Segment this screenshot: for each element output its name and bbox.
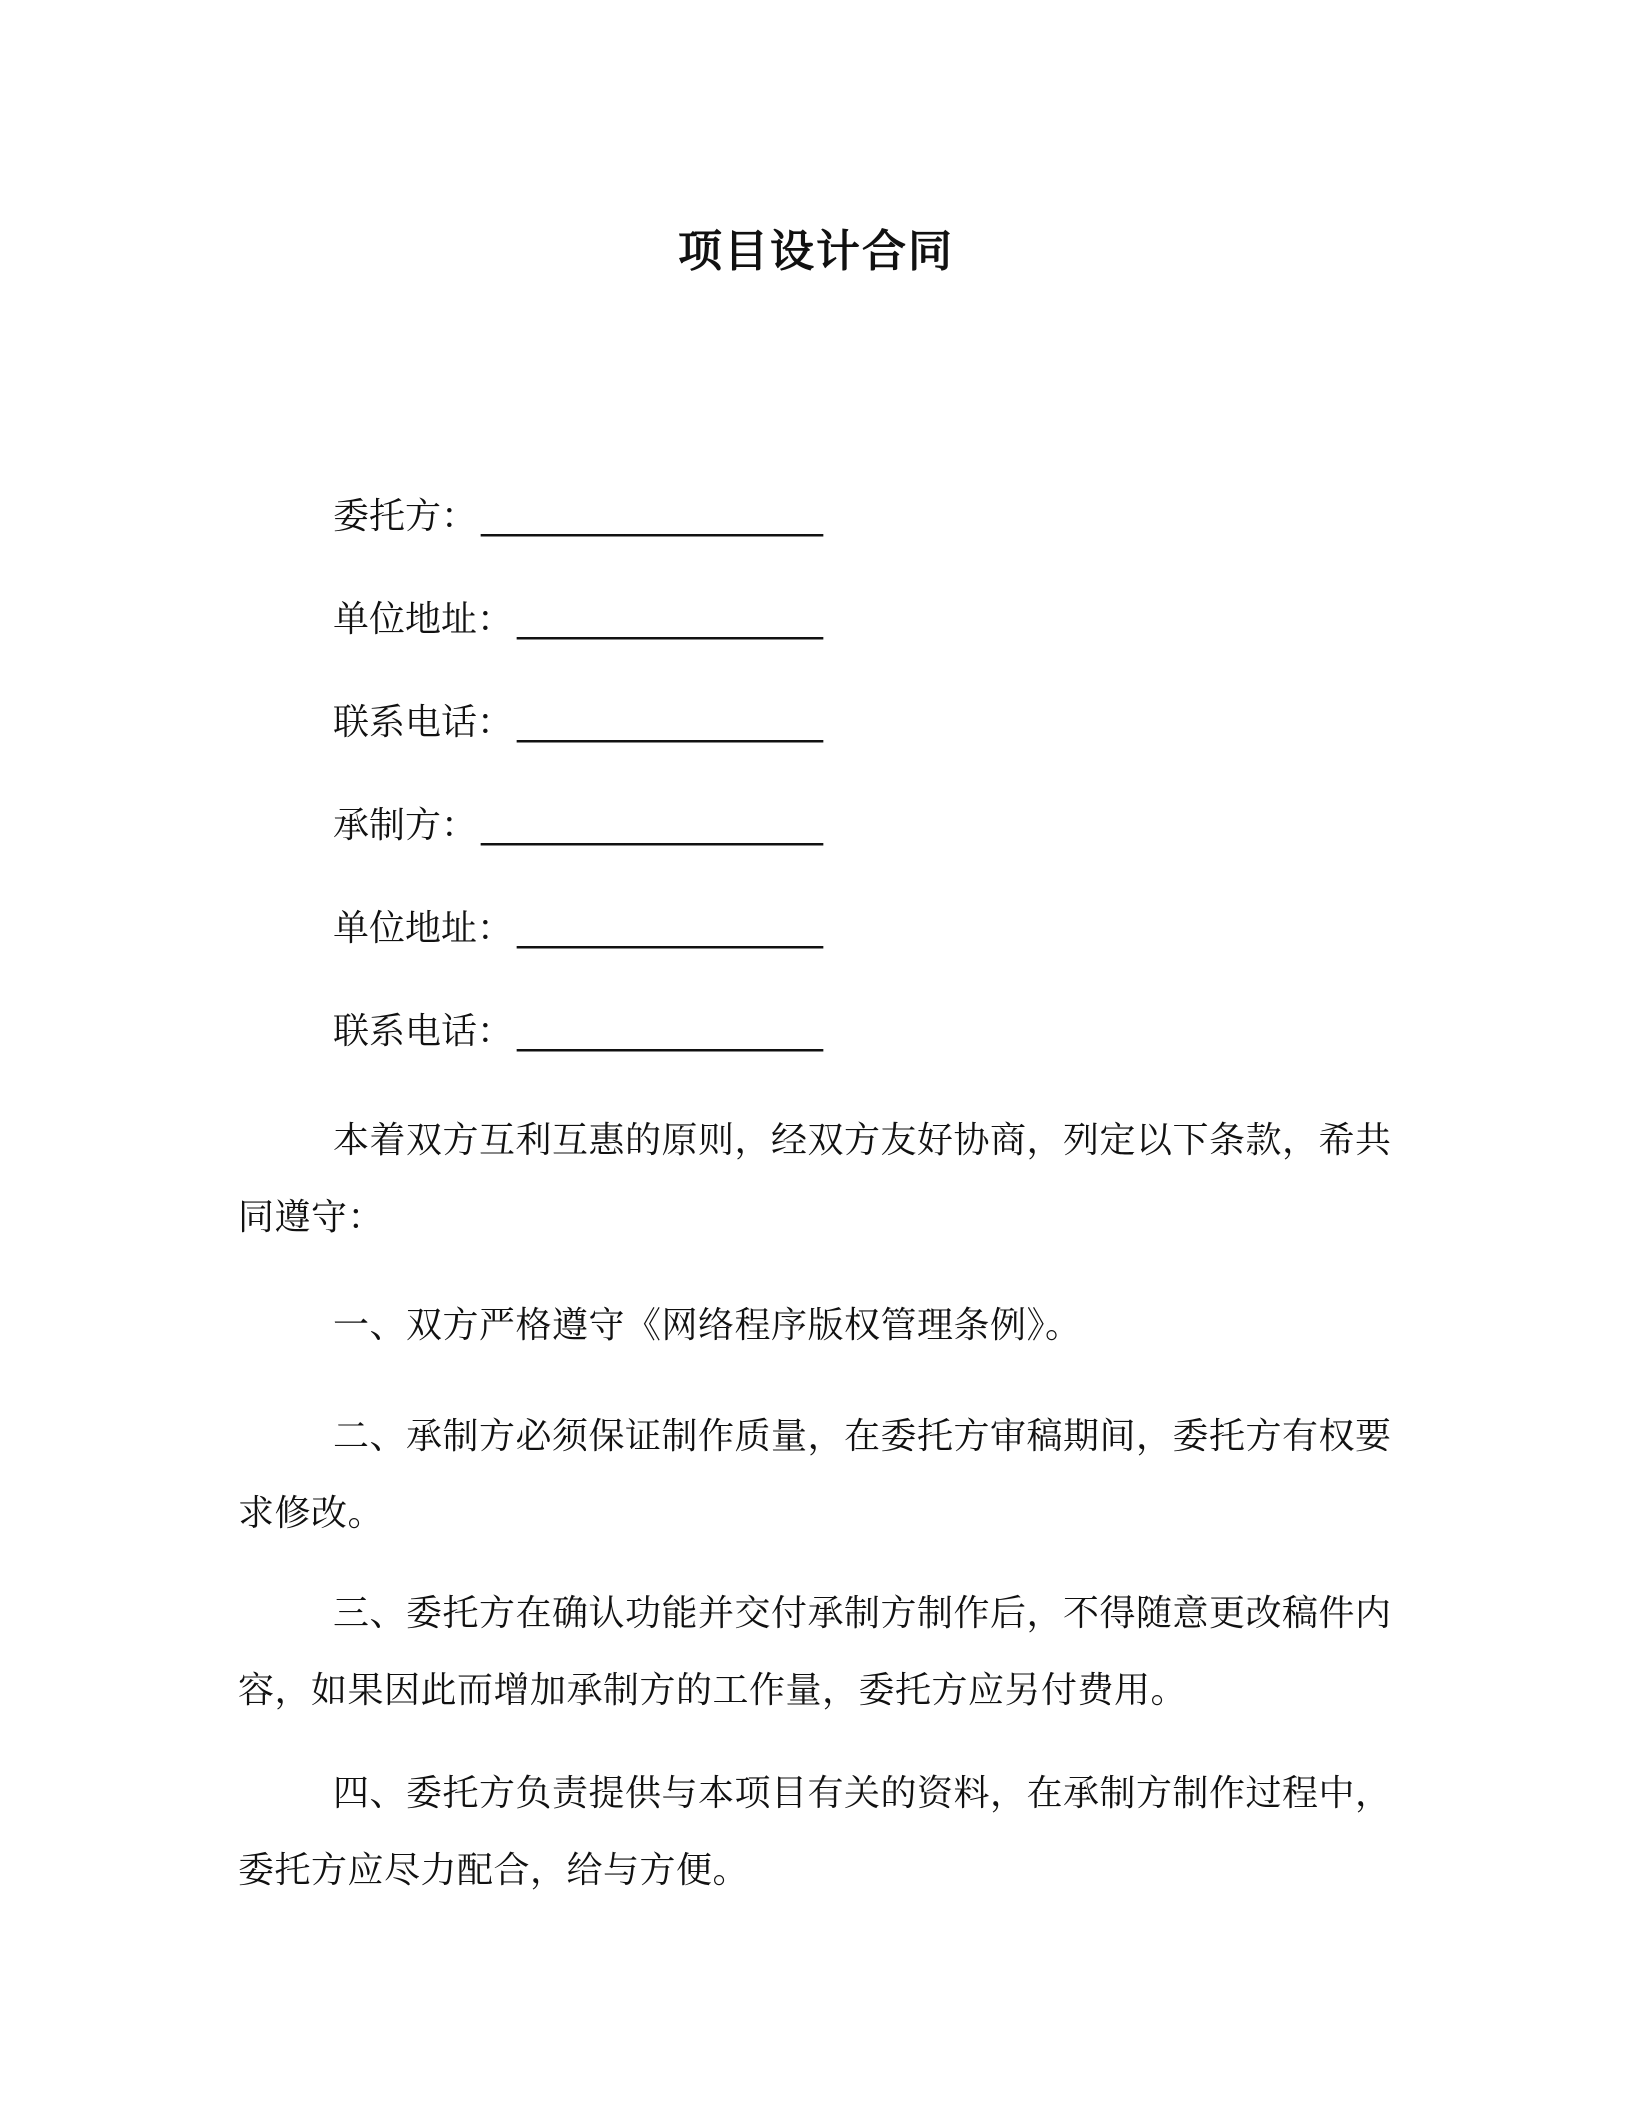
fill-in-blank: _________________ <box>517 1011 824 1052</box>
fill-in-blank: ___________________ <box>481 805 824 846</box>
field-label: 单位地址： <box>333 908 514 949</box>
field-label: 委托方： <box>333 496 478 537</box>
client-address-field <box>333 595 823 645</box>
fill-in-blank: _________________ <box>517 908 824 949</box>
contractor-address-field <box>333 904 823 954</box>
clause-2: 二、承制方必须保证制作质量，在委托方审稿期间，委托方有权要求修改。 <box>238 1416 1392 1534</box>
contractor-phone-field <box>333 1007 823 1057</box>
field-label: 承制方： <box>333 805 478 846</box>
document-title: 项目设计合同 <box>678 226 954 277</box>
clause-3: 三、委托方在确认功能并交付承制方制作后，不得随意更改稿件内容，如果因此而增加承制方的工作量，委托方应另付费用。 <box>238 1593 1392 1711</box>
fill-in-blank: _________________ <box>517 599 824 640</box>
clause-1: 一、双方严格遵守《网络程序版权管理条例》。 <box>333 1305 1082 1346</box>
field-label: 联系电话： <box>333 1011 514 1052</box>
client-phone-field <box>333 698 823 748</box>
intro-paragraph: 本着双方互利互惠的原则，经双方友好协商，列定以下条款，希共同遵守： <box>238 1120 1392 1238</box>
fill-in-blank: ___________________ <box>481 496 824 537</box>
clause-4: 四、委托方负责提供与本项目有关的资料，在承制方制作过程中，委托方应尽力配合，给与方便。 <box>238 1773 1392 1891</box>
contractor-name-field <box>333 801 823 851</box>
client-name-field <box>333 492 823 542</box>
field-label: 联系电话： <box>333 702 514 743</box>
field-label: 单位地址： <box>333 599 514 640</box>
fill-in-blank: _________________ <box>517 702 824 743</box>
